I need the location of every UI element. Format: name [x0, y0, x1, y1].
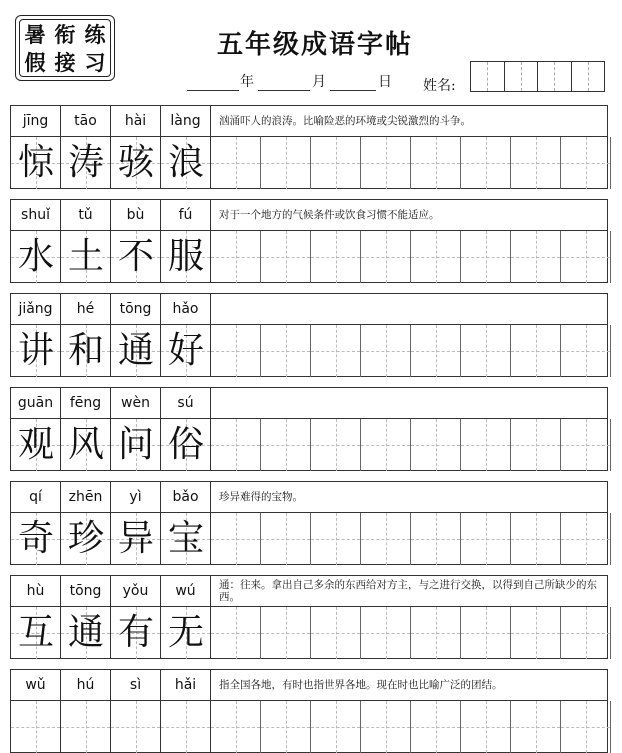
- practice-cell[interactable]: [311, 137, 361, 189]
- practice-row: [11, 606, 607, 659]
- practice-row: [11, 136, 607, 189]
- practice-cell[interactable]: [211, 231, 261, 283]
- model-char: 浪: [167, 142, 204, 183]
- practice-cell[interactable]: [261, 137, 311, 189]
- pinyin-syllable: tōng: [111, 294, 161, 324]
- idiom-meaning: [211, 294, 607, 324]
- model-char-cell: [111, 231, 161, 283]
- idiom-block: [10, 481, 608, 565]
- practice-cell[interactable]: [511, 607, 561, 659]
- practice-cell[interactable]: [461, 231, 511, 283]
- idiom-meaning-text: 指全国各地，有时也指世界各地。现在时也比喻广泛的团结。: [219, 679, 503, 691]
- model-char: 不: [117, 236, 154, 277]
- pinyin-syllable: wú: [161, 576, 211, 606]
- practice-cell[interactable]: [211, 137, 261, 189]
- idiom-meaning: [211, 482, 607, 512]
- practice-cell[interactable]: [261, 419, 311, 471]
- practice-cell[interactable]: [311, 513, 361, 565]
- stamp-char: 习: [84, 49, 106, 75]
- name-input-grid[interactable]: [471, 61, 605, 92]
- practice-cell[interactable]: [261, 701, 311, 753]
- model-char: 服: [167, 236, 204, 277]
- practice-cell[interactable]: [361, 231, 411, 283]
- model-char-cell: [11, 513, 61, 565]
- practice-cell[interactable]: [311, 419, 361, 471]
- practice-cell[interactable]: [211, 607, 261, 659]
- pinyin-syllable: yǒu: [111, 576, 161, 606]
- stamp-char: 假: [24, 49, 46, 75]
- practice-cell[interactable]: [511, 701, 561, 753]
- model-char: 骇: [117, 142, 154, 183]
- model-char: 讲: [17, 330, 54, 371]
- practice-cell[interactable]: [461, 701, 511, 753]
- practice-cell[interactable]: [411, 325, 461, 377]
- model-char-cell: [161, 325, 211, 377]
- practice-cell[interactable]: [361, 701, 411, 753]
- pinyin-syllable: tōng: [61, 576, 111, 606]
- practice-cell[interactable]: [561, 325, 611, 377]
- pinyin-syllable: sú: [161, 388, 211, 418]
- practice-cell[interactable]: [411, 137, 461, 189]
- idiom-block: [10, 669, 608, 753]
- practice-cell[interactable]: [261, 513, 311, 565]
- idiom-meaning-text: 对于一个地方的气候条件或饮食习惯不能适应。: [219, 209, 440, 221]
- idiom-block: [10, 387, 608, 471]
- model-char-cell: [111, 701, 161, 753]
- practice-cell[interactable]: [561, 137, 611, 189]
- year-label: 年: [240, 74, 254, 90]
- pinyin-row: [11, 106, 607, 136]
- idiom-block: [10, 199, 608, 283]
- model-char: [61, 701, 111, 753]
- practice-cell[interactable]: [511, 231, 561, 283]
- pinyin-syllable: tāo: [61, 106, 111, 136]
- practice-cell[interactable]: [211, 419, 261, 471]
- model-char: 水: [17, 236, 54, 277]
- idiom-meaning: [211, 200, 607, 230]
- model-char: 惊: [17, 142, 54, 183]
- model-char-cell: [61, 419, 111, 471]
- model-char: 涛: [67, 142, 104, 183]
- model-char: [11, 701, 61, 753]
- pinyin-syllable: yì: [111, 482, 161, 512]
- model-char-cell: [11, 419, 61, 471]
- model-char-cell: [11, 701, 61, 753]
- model-char: 好: [167, 330, 204, 371]
- practice-cell[interactable]: [211, 325, 261, 377]
- practice-cell[interactable]: [461, 137, 511, 189]
- practice-cell[interactable]: [561, 231, 611, 283]
- practice-cell[interactable]: [261, 231, 311, 283]
- pinyin-syllable: hù: [11, 576, 61, 606]
- practice-cell[interactable]: [361, 325, 411, 377]
- idiom-block: [10, 105, 608, 189]
- pinyin-row: [11, 200, 607, 230]
- name-cell[interactable]: [504, 61, 539, 92]
- practice-row: [11, 512, 607, 565]
- month-label: 月: [312, 74, 326, 90]
- idiom-meaning: [211, 106, 607, 136]
- model-char-cell: [61, 137, 111, 189]
- model-char-cell: [161, 513, 211, 565]
- stamp-grid: [19, 19, 111, 77]
- practice-cell[interactable]: [411, 513, 461, 565]
- pinyin-syllable: wǔ: [11, 670, 61, 700]
- pinyin-syllable: qí: [11, 482, 61, 512]
- model-char-cell: [161, 607, 211, 659]
- model-char-cell: [111, 607, 161, 659]
- pinyin-syllable: bǎo: [161, 482, 211, 512]
- practice-cell[interactable]: [461, 607, 511, 659]
- model-char-cell: [161, 231, 211, 283]
- day-blank[interactable]: [330, 90, 376, 91]
- model-char: 无: [167, 612, 204, 653]
- pinyin-syllable: fú: [161, 200, 211, 230]
- name-cell[interactable]: [571, 61, 606, 92]
- pinyin-syllable: zhēn: [61, 482, 111, 512]
- model-char-cell: [11, 137, 61, 189]
- pinyin-row: [11, 388, 607, 418]
- stamp-char: 暑: [24, 21, 46, 47]
- practice-cell[interactable]: [261, 607, 311, 659]
- practice-cell[interactable]: [411, 231, 461, 283]
- model-char: [111, 701, 161, 753]
- pinyin-syllable: hé: [61, 294, 111, 324]
- practice-cell[interactable]: [361, 137, 411, 189]
- name-label: 姓名:: [423, 78, 456, 94]
- pinyin-syllable: hǎo: [161, 294, 211, 324]
- idiom-meaning: [211, 576, 607, 606]
- practice-cell[interactable]: [361, 419, 411, 471]
- idiom-meaning: [211, 670, 607, 700]
- practice-cell[interactable]: [561, 607, 611, 659]
- model-char: 宝: [167, 518, 204, 559]
- practice-cell[interactable]: [311, 701, 361, 753]
- stamp-char: 衔: [54, 21, 76, 47]
- model-char: 异: [117, 518, 154, 559]
- model-char-cell: [111, 419, 161, 471]
- idiom-block: [10, 293, 608, 377]
- stamp-char: 练: [84, 21, 106, 47]
- model-char: 观: [17, 424, 54, 465]
- idiom-meaning-text: 通：往来。拿出自己多余的东西给对方主，与之进行交换，以得到自己所缺少的东西。: [219, 579, 597, 603]
- practice-cell[interactable]: [461, 325, 511, 377]
- practice-cell[interactable]: [361, 607, 411, 659]
- stamp-char: 接: [54, 49, 76, 75]
- practice-cell[interactable]: [311, 325, 361, 377]
- day-label: 日: [378, 74, 392, 90]
- pinyin-syllable: wèn: [111, 388, 161, 418]
- pinyin-syllable: jiǎng: [11, 294, 61, 324]
- practice-row: [11, 418, 607, 471]
- pinyin-syllable: hài: [111, 106, 161, 136]
- practice-cell[interactable]: [561, 513, 611, 565]
- pinyin-syllable: bù: [111, 200, 161, 230]
- practice-cell[interactable]: [461, 513, 511, 565]
- pinyin-syllable: fēng: [61, 388, 111, 418]
- model-char: 俗: [167, 424, 204, 465]
- model-char: 通: [67, 612, 104, 653]
- pinyin-syllable: hú: [61, 670, 111, 700]
- practice-cell[interactable]: [511, 137, 561, 189]
- practice-cell[interactable]: [511, 513, 561, 565]
- model-char: 问: [117, 424, 154, 465]
- practice-cell[interactable]: [411, 419, 461, 471]
- model-char-cell: [11, 325, 61, 377]
- practice-cell[interactable]: [411, 701, 461, 753]
- idiom-block: [10, 575, 608, 659]
- model-char: 和: [67, 330, 104, 371]
- practice-cell[interactable]: [311, 231, 361, 283]
- model-char-cell: [161, 137, 211, 189]
- model-char: 通: [117, 330, 154, 371]
- model-char-cell: [111, 137, 161, 189]
- model-char-cell: [61, 231, 111, 283]
- practice-cell[interactable]: [211, 701, 261, 753]
- model-char: 有: [117, 612, 154, 653]
- pinyin-row: [11, 576, 607, 606]
- model-char-cell: [61, 607, 111, 659]
- practice-cell[interactable]: [411, 607, 461, 659]
- pinyin-syllable: làng: [161, 106, 211, 136]
- practice-cell[interactable]: [211, 513, 261, 565]
- pinyin-row: [11, 482, 607, 512]
- model-char-cell: [61, 513, 111, 565]
- pinyin-syllable: sì: [111, 670, 161, 700]
- practice-row: [11, 324, 607, 377]
- year-blank[interactable]: [187, 90, 239, 91]
- practice-cell[interactable]: [561, 419, 611, 471]
- month-blank[interactable]: [258, 90, 310, 91]
- stamp-seal: [15, 15, 115, 81]
- pinyin-syllable: tǔ: [61, 200, 111, 230]
- model-char-cell: [61, 325, 111, 377]
- pinyin-syllable: guān: [11, 388, 61, 418]
- practice-cell[interactable]: [561, 701, 611, 753]
- model-char-cell: [111, 513, 161, 565]
- pinyin-syllable: hǎi: [161, 670, 211, 700]
- practice-row: [11, 230, 607, 283]
- practice-cell[interactable]: [511, 325, 561, 377]
- pinyin-row: [11, 294, 607, 324]
- model-char-cell: [161, 419, 211, 471]
- practice-cell[interactable]: [361, 513, 411, 565]
- model-char-cell: [161, 701, 211, 753]
- idiom-meaning: [211, 388, 607, 418]
- model-char-cell: [11, 231, 61, 283]
- pinyin-row: [11, 670, 607, 700]
- practice-cell[interactable]: [311, 607, 361, 659]
- model-char: 风: [67, 424, 104, 465]
- model-char-cell: [11, 607, 61, 659]
- page-title: 五年级成语字帖: [216, 30, 413, 60]
- practice-cell[interactable]: [461, 419, 511, 471]
- name-cell[interactable]: [470, 61, 505, 92]
- idiom-meaning-text: 汹涌吓人的浪涛。比喻险恶的环境或尖锐激烈的斗争。: [219, 115, 471, 127]
- practice-cell[interactable]: [511, 419, 561, 471]
- practice-cell[interactable]: [261, 325, 311, 377]
- pinyin-syllable: jīng: [11, 106, 61, 136]
- practice-row: [11, 700, 607, 753]
- pinyin-syllable: shuǐ: [11, 200, 61, 230]
- model-char-cell: [111, 325, 161, 377]
- model-char: 奇: [17, 518, 54, 559]
- idiom-meaning-text: 珍异难得的宝物。: [219, 491, 303, 503]
- name-cell[interactable]: [537, 61, 572, 92]
- model-char: 土: [67, 236, 104, 277]
- model-char-cell: [61, 701, 111, 753]
- model-char: 互: [17, 612, 54, 653]
- model-char: 珍: [67, 518, 104, 559]
- model-char: [161, 701, 211, 753]
